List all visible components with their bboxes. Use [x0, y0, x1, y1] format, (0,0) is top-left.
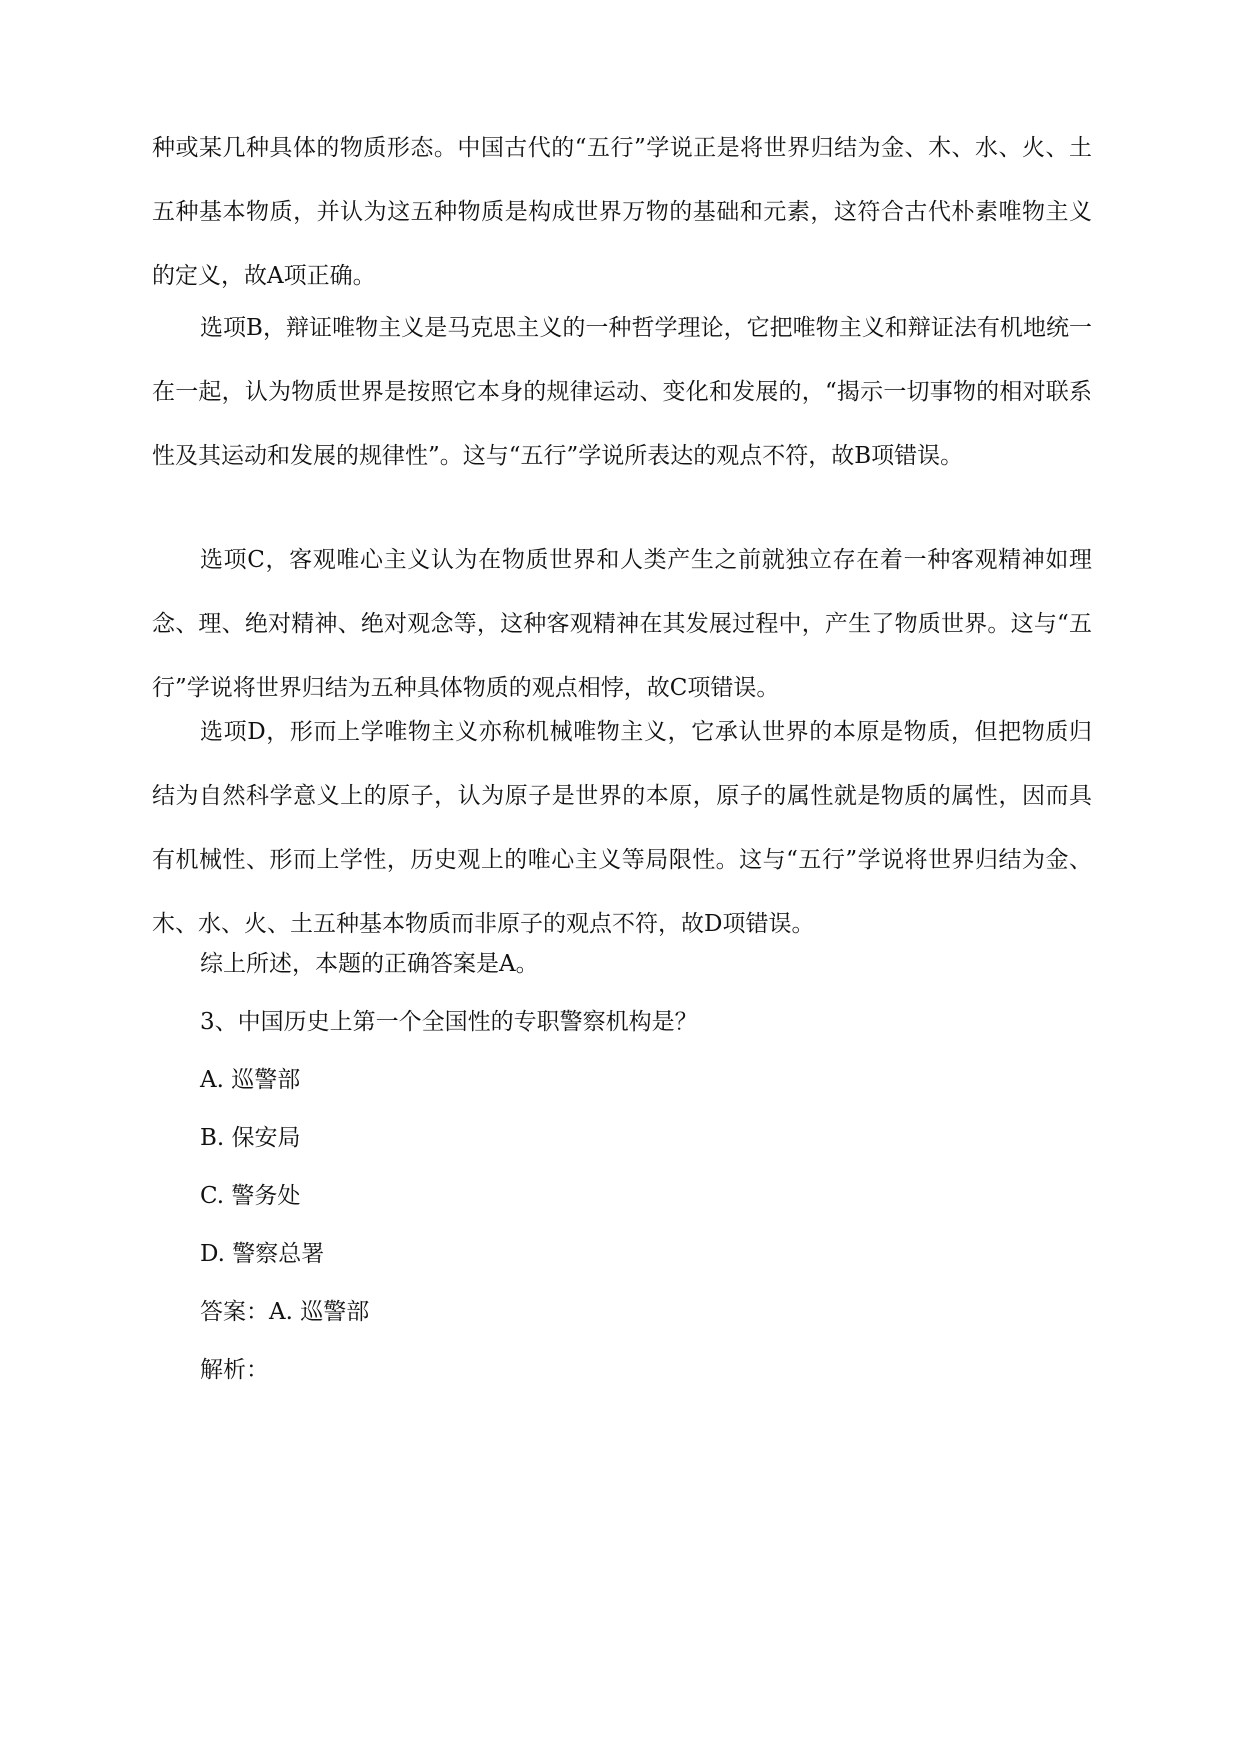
- paragraph-wuxing-conclusion: 种或某几种具体的物质形态。中国古代的“五行”学说正是将世界归结为金、木、水、火、土五种基本物质，并认为这五种物质是构成世界万物的基础和元素，这符合古代朴素唯物主义的定义，故A项正确。: [152, 135, 1092, 289]
- option-c: C. 警务处: [200, 1183, 301, 1209]
- option-a: A. 巡警部: [200, 1067, 301, 1093]
- question-title: 3、中国历史上第一个全国性的专职警察机构是？: [200, 1009, 698, 1035]
- analysis-label: 解析：: [200, 1357, 269, 1383]
- option-b: B. 保安局: [200, 1125, 301, 1151]
- paragraph-option-b: 选项B，辩证唯物主义是马克思主义的一种哲学理论，它把唯物主义和辩证法有机地统一在一起，认为物质世界是按照它本身的规律运动、变化和发展的，“揭示一切事物的相对联系性及其运动和发展的规律性”。这与“五行”学说所表达的观点不符，故B项错误。: [152, 315, 1092, 469]
- answer-line: 答案：A. 巡警部: [200, 1299, 370, 1325]
- paragraph-option-d: 选项D，形而上学唯物主义亦称机械唯物主义，它承认世界的本原是物质，但把物质归结为自然科学意义上的原子，认为原子是世界的本原，原子的属性就是物质的属性，因而具有机械性、形而上学性，历史观上的唯心主义等局限性。这与“五行”学说将世界归结为金、木、水、火、土五种基本物质而非原子的观点不符，故D项错误。: [152, 719, 1092, 937]
- option-d: D. 警察总署: [200, 1241, 325, 1267]
- paragraph-option-c: 选项C，客观唯心主义认为在物质世界和人类产生之前就独立存在着一种客观精神如理念、理、绝对精神、绝对观念等，这种客观精神在其发展过程中，产生了物质世界。这与“五行”学说将世界归结为五种具体物质的观点相悖，故C项错误。: [152, 547, 1092, 701]
- summary-line: 综上所述，本题的正确答案是A。: [200, 951, 539, 977]
